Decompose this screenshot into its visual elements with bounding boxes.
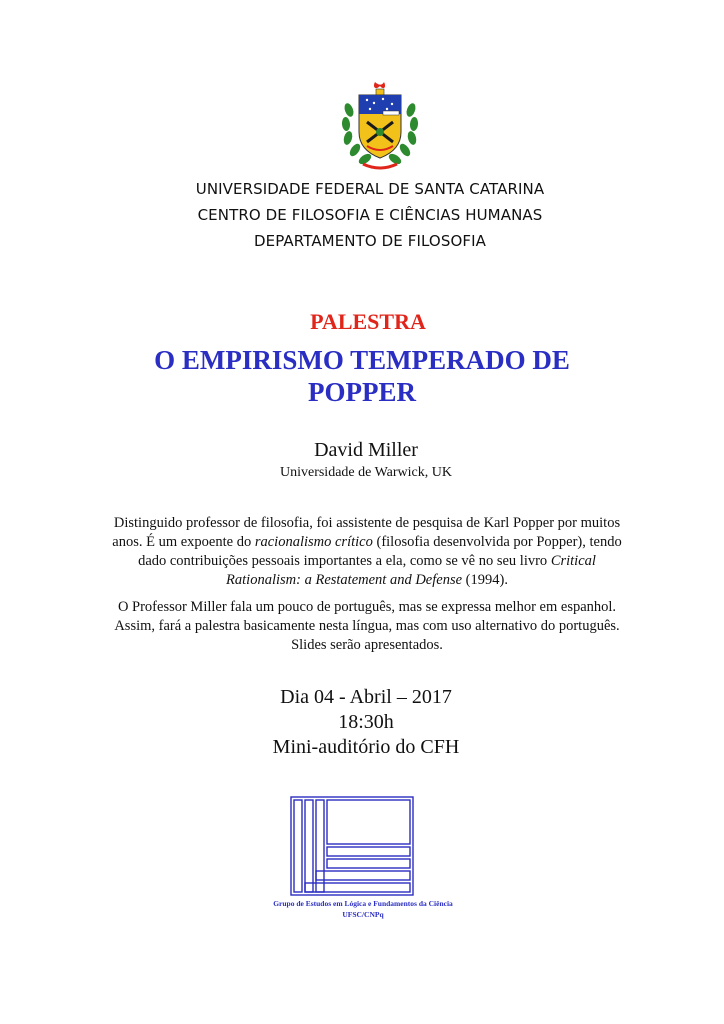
bio-line-1: Distinguido professor de filosofia, foi assistente de pesquisa de Karl Popper por muitos [113,515,621,531]
note-line-3: Slides serão apresentados. [291,637,443,653]
department-name: DEPARTAMENTO DE FILOSOFIA [254,232,486,250]
note-line-1: O Professor Miller fala um pouco de português, mas se expressa melhor em espanhol. [117,599,617,615]
bio-text: (1994). [462,572,508,588]
event-time: 18:30h [338,711,394,733]
note-line-2: Assim, fará a palestra basicamente nesta língua, mas com uso alternativo do português. [114,618,620,634]
university-coat-of-arms-icon [337,80,423,172]
bio-text: anos. É um expoente do [112,534,255,550]
lecture-title [0,344,724,408]
bio-emphasis: racionalismo crítico [254,534,373,550]
language-note-paragraph [105,598,629,655]
speaker-name: David Miller [314,439,418,461]
bio-text: dado contribuições pessoais importantes a ela, como se vê no seu livro [138,553,551,569]
speaker-bio-paragraph [105,514,629,590]
bio-line-2 [105,533,629,552]
research-group-name: Grupo de Estudos em Lógica e Fundamentos da Ciência [273,899,453,908]
bio-line-3 [105,552,629,571]
event-type-label: PALESTRA [310,309,426,334]
lecture-title-line-1: O EMPIRISMO TEMPERADO DE [154,345,570,375]
bio-text: (filosofia desenvolvida por Popper), tendo [372,534,622,550]
research-group-org: UFSC/CNPq [342,910,384,919]
bio-line-4 [105,571,629,590]
event-date: Dia 04 - Abril – 2017 [280,686,452,708]
lecture-title-line-2: POPPER [308,377,416,407]
university-name: UNIVERSIDADE FEDERAL DE SANTA CATARINA [195,180,545,198]
book-title: Rationalism: a Restatement and Defense [226,572,463,588]
center-name: CENTRO DE FILOSOFIA E CIÊNCIAS HUMANAS [197,206,543,224]
research-group-logo-icon [290,796,414,896]
event-location: Mini-auditório do CFH [272,736,460,758]
book-title: Critical [550,553,596,569]
speaker-affiliation: Universidade de Warwick, UK [279,465,452,480]
